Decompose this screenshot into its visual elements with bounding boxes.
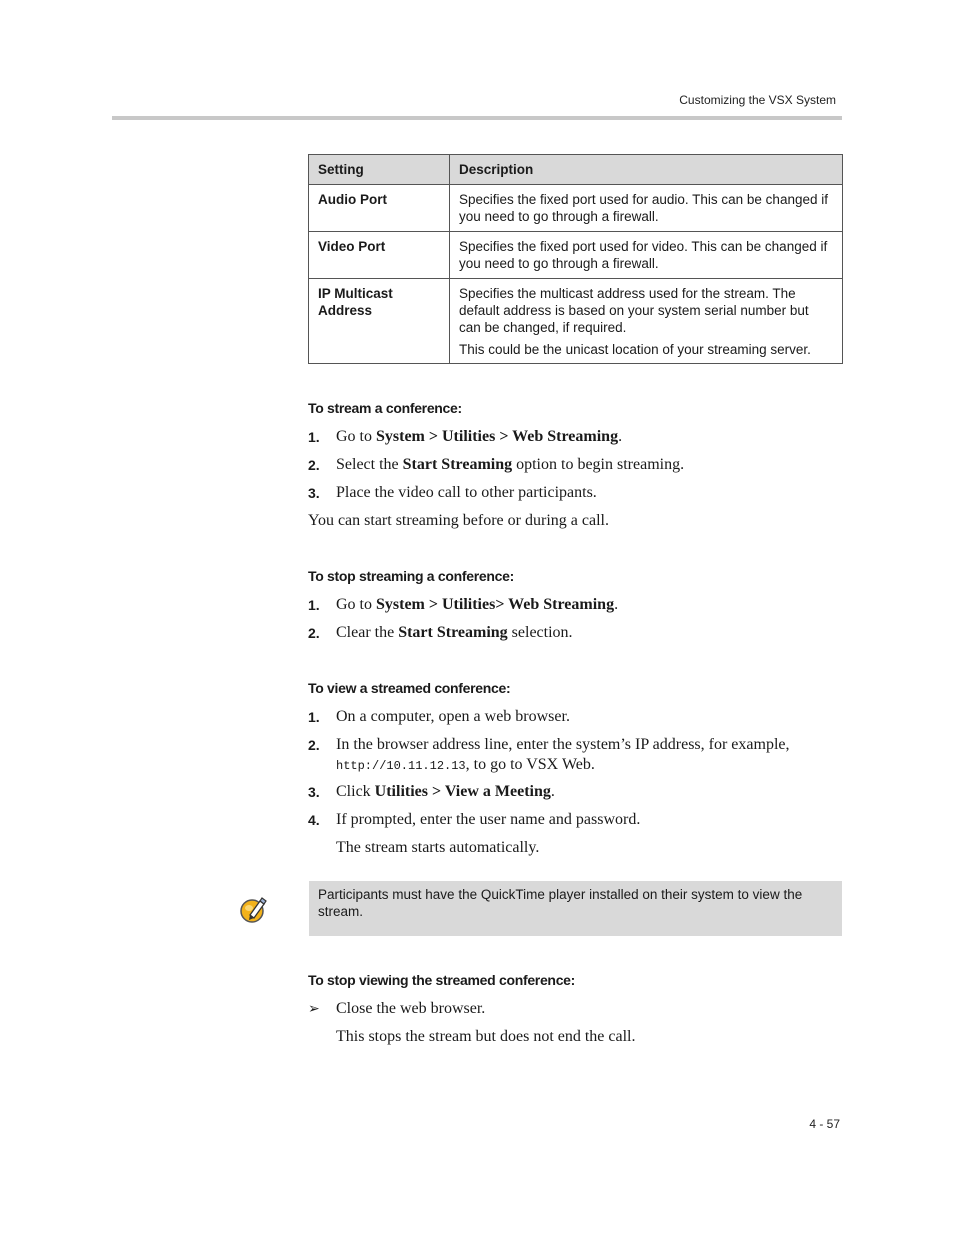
setting-description [450,279,843,364]
procedure-step [308,810,848,830]
menu-path: System > Utilities > Web Streaming [376,428,619,445]
menu-path: Utilities > View a Meeting [374,783,551,800]
procedure-step [308,623,848,643]
step-number: 3. [308,784,320,800]
step-text: Go to [336,596,376,613]
step-text: Clear the [336,624,399,641]
description-paragraph: Specifies the multicast address used for the stream. The default address is based on your system serial number but can be changed, if required. [459,286,809,335]
column-header-description: Description [450,155,843,185]
step-text: . [614,596,619,613]
setting-description [450,185,843,232]
table-row [309,185,843,232]
procedure-step [308,427,848,447]
step-text: If prompted, enter the user name and password. [336,811,641,828]
running-header: Customizing the VSX System [679,93,836,107]
note-pen-icon [238,893,270,925]
step-number: 2. [308,737,320,753]
procedure-step [308,595,848,615]
column-header-setting: Setting [309,155,450,185]
step-text: In the browser address line, enter the system’s IP address, for example, [336,736,790,753]
step-number: 1. [308,429,320,445]
step-text: option to begin streaming. [512,456,685,473]
procedure-heading: To stream a conference: [308,400,462,416]
setting-name: IP Multicast Address [309,279,450,364]
procedure-step [308,782,848,802]
step-number: 1. [308,597,320,613]
page-number: 4 - 57 [809,1117,840,1131]
settings-table [308,154,843,364]
setting-name: Video Port [309,232,450,279]
setting-name: Audio Port [309,185,450,232]
step-text: Click [336,783,375,800]
step-text: Go to [336,428,376,445]
procedure-heading: To stop viewing the streamed conference: [308,972,576,988]
procedure-step [308,483,848,503]
procedure-note: You can start streaming before or during a call. [308,512,609,529]
option-name: Start Streaming [398,624,508,641]
step-result: The stream starts automatically. [336,839,540,856]
note-box [309,881,842,936]
procedure-heading: To stop streaming a conference: [308,568,514,584]
description-paragraph: This could be the unicast location of your streaming server. [459,342,811,357]
table-row [309,232,843,279]
description-paragraph: Specifies the fixed port used for video. This can be changed if you need to go through a firewall. [459,239,828,271]
step-number: 3. [308,485,320,501]
note-text: Participants must have the QuickTime player installed on their system to view the stream. [318,887,803,919]
procedure-step [308,455,848,475]
option-name: Start Streaming [402,456,513,473]
arrow-bullet-icon: ➢ [308,1001,320,1017]
procedure-step [308,999,848,1019]
step-number: 4. [308,812,320,828]
step-text: Close the web browser. [336,1000,486,1017]
step-number: 2. [308,625,320,641]
setting-description [450,232,843,279]
table-header-row [309,155,843,185]
step-result: This stops the stream but does not end the call. [336,1028,636,1045]
step-text: Place the video call to other participants. [336,484,597,501]
step-number: 2. [308,457,320,473]
step-text: selection. [507,624,573,641]
step-number: 1. [308,709,320,725]
example-url: http://10.11.12.13 [336,759,466,773]
step-text: . [618,428,623,445]
description-paragraph: Specifies the fixed port used for audio. This can be changed if you need to go through a firewall. [459,192,828,224]
header-rule [112,116,842,120]
menu-path: System > Utilities> Web Streaming [376,596,615,613]
step-text: . [550,783,555,800]
step-text: On a computer, open a web browser. [336,708,570,725]
procedure-heading: To view a streamed conference: [308,680,511,696]
step-text: , to go to VSX Web. [465,756,595,773]
procedure-step [308,735,848,776]
step-text: Select the [336,456,403,473]
procedure-step [308,707,848,727]
table-row [309,279,843,364]
